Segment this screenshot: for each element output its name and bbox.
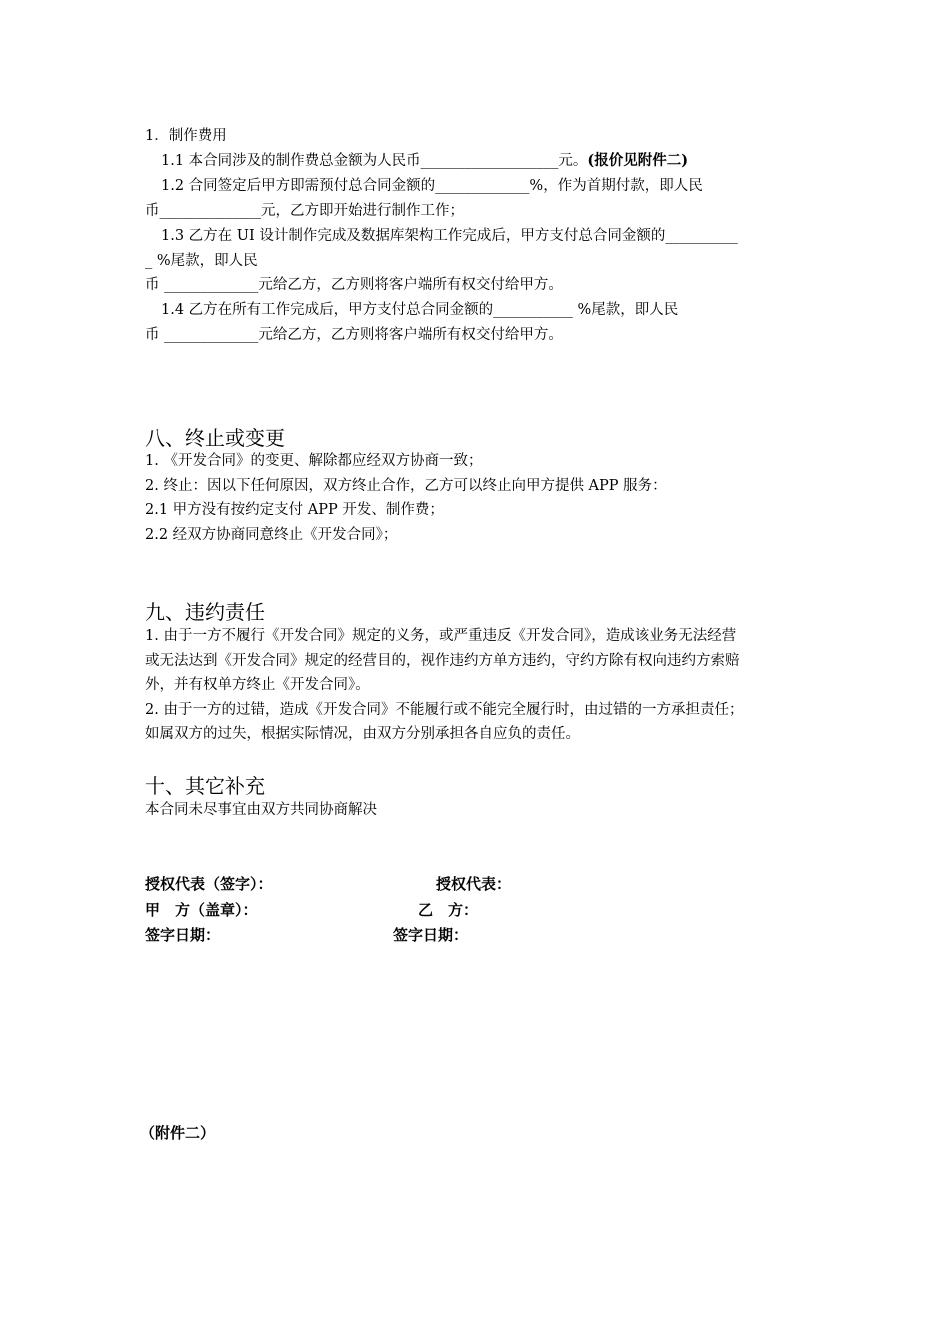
section9-line-4: 2. 由于一方的过错，造成《开发合同》不能履行或不能完全履行时，由过错的一方承担责任； <box>145 702 744 718</box>
fee-line-1-1-text: 1.1 本合同涉及的制作费总金额为人民币___________________元。 <box>161 153 588 169</box>
section8-line-3: 2.1 甲方没有按约定支付 APP 开发、制作费； <box>145 502 444 518</box>
fee-line-1-1 <box>161 149 688 173</box>
party-a-label: 甲 方（盖章）： <box>145 901 258 919</box>
rep-label: 授权代表： <box>436 875 512 893</box>
section8-line-4: 2.2 经双方协商同意终止《开发合同》； <box>145 527 398 543</box>
fee-line-1-2a: 1.2 合同签定后甲方即需预付总合同金额的_____________%，作为首期付款，即人民 <box>161 178 703 194</box>
fee-line-1-3c: 币 _____________元给乙方，乙方则将客户端所有权交付给甲方。 <box>145 277 563 293</box>
section9-line-3: 外，并有权单方终止《开发合同》。 <box>145 677 370 693</box>
section9-title: 九、违约责任 <box>145 600 265 624</box>
fee-line-1-3a: 1.3 乙方在 UI 设计制作完成及数据库架构工作完成后，甲方支付总合同金额的__________ <box>161 228 738 244</box>
section9-line-1: 1. 由于一方不履行《开发合同》规定的义务，或严重违反《开发合同》，造成该业务无法经营 <box>145 628 737 644</box>
fee-line-1-1-note: (报价见附件二) <box>587 152 689 169</box>
rep-sign-label: 授权代表（签字）： <box>145 875 273 893</box>
section9-line-2: 或无法达到《开发合同》规定的经营目的，视作违约方单方违约，守约方除有权向违约方索赔 <box>145 653 740 669</box>
section10-title: 十、其它补充 <box>145 774 265 798</box>
section8-title: 八、终止或变更 <box>145 426 285 450</box>
fee-line-1-4b: 币 _____________元给乙方，乙方则将客户端所有权交付给甲方。 <box>145 327 563 343</box>
fee-line-1-4a: 1.4 乙方在所有工作完成后，甲方支付总合同金额的___________ %尾款，即人民 <box>161 302 679 318</box>
appendix-label: （附件二） <box>140 1124 216 1142</box>
section8-line-2: 2. 终止：因以下任何原因，双方终止合作，乙方可以终止向甲方提供 APP 服务： <box>145 478 667 494</box>
fee-line-1-2b: 币______________元，乙方即开始进行制作工作； <box>145 203 464 219</box>
section10-line-1: 本合同未尽事宜由双方共同协商解决 <box>145 802 377 818</box>
date-b-label: 签字日期： <box>393 926 469 944</box>
fee-line-1-3b: _ %尾款，即人民 <box>145 253 258 269</box>
section9-line-5: 如属双方的过失，根据实际情况，由双方分别承担各自应负的责任。 <box>145 726 580 742</box>
date-a-label: 签字日期： <box>145 926 221 944</box>
party-b-label: 乙 方： <box>418 901 479 919</box>
fees-heading: 1．制作费用 <box>145 128 227 144</box>
section8-line-1: 1. 《开发合同》的变更、解除都应经双方协商一致； <box>145 453 483 469</box>
